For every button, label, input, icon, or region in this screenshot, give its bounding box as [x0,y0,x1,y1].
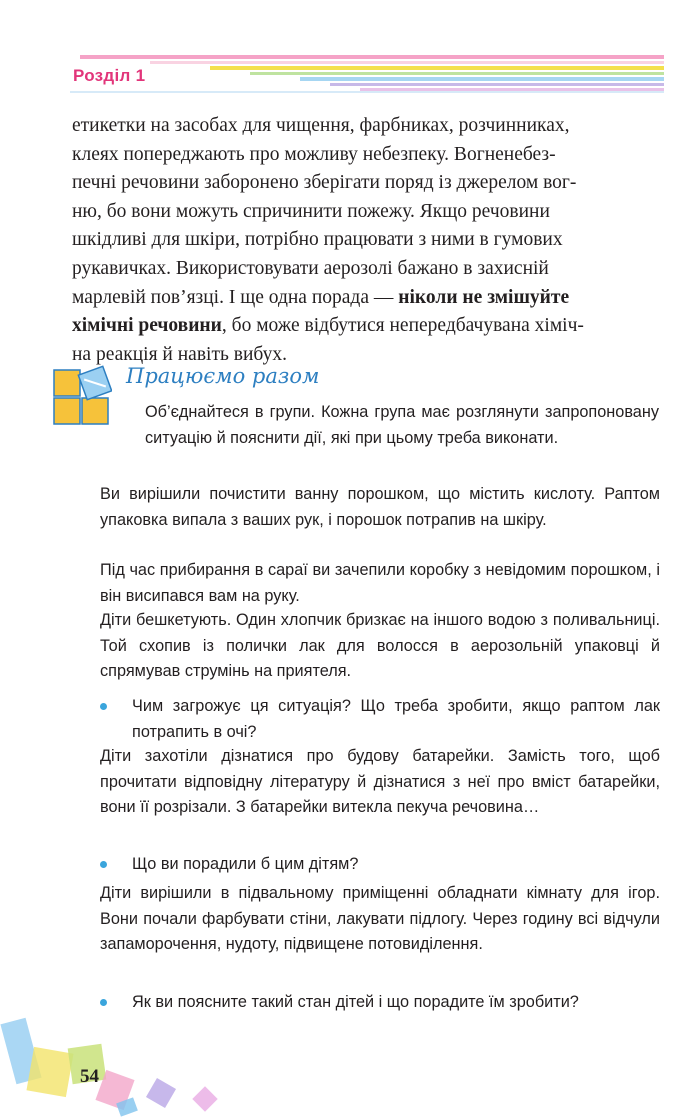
question-text: Як ви поясните такий стан дітей і що порадите їм зробити? [132,993,579,1011]
text-line: клеях попереджають про можливу небезпеку. Вогненебез- [72,143,556,165]
text-run: марлевій пов’язці. І ще одна порада — [72,286,399,308]
text-line: рукавичках. Використовувати аерозолі бажано в захисній [72,257,549,279]
text-line: на реакція й навіть вибух. [72,343,287,365]
situation-text: Діти бешкетують. Один хлопчик бризкає на іншого водою з поливальниці. Той схопив із полички лак для волосся в аерозольній упаковці й спрямував струмінь на приятеля. [100,611,660,680]
question-item [100,852,660,878]
bullet-dot-icon [100,861,107,868]
text-line: шкідливі для шкіри, потрібно працювати з ними в гумових [72,229,563,251]
text-line: печні речовини заборонено зберігати поряд із джерелом вог- [72,172,577,194]
section-label: Розділ 1 [73,66,146,85]
situation-paragraph [72,558,660,609]
situation-text: Ви вирішили почистити ванну порошком, що містить кислоту. Раптом упаковка випала з ваших рук, і порошок потрапив на шкіру. [100,485,660,529]
text-line [72,284,660,313]
body-paragraph [72,112,660,369]
text-run: , бо може відбутися непередбачувана хіміч- [221,315,584,337]
situation-paragraph [72,881,660,958]
bullet-dot-icon [100,703,107,710]
situation-paragraph [72,744,660,821]
page-number: 54 [80,1066,99,1087]
work-together-intro: Об’єднайтеся в групи. Кожна група має розглянути запропоновану ситуацію й пояснити дії, які при цьому треба виконати. [145,403,659,447]
situation-text: Діти захотіли дізнатися про будову батарейки. Замість того, щоб прочитати відповідну літературу й дізнатися з неї про вміст батарейки, вони її розрізали. З батарейки витекла пекуча речовина… [100,747,660,816]
situation-text: Діти вирішили в підвальному приміщенні обладнати кімнату для ігор. Вони почали фарбувати стіни, лакувати підлогу. Через годину всі відчули запаморочення, нудоту, підвищене потовиділення. [100,884,660,953]
emphasis-text: ніколи не змішуйте [398,286,570,308]
decorative-squares [0,990,280,1120]
situation-paragraph [72,608,660,685]
emphasis-text: хімічні речовини [72,315,222,337]
page-header [0,0,700,110]
text-line: етикетки на засобах для чищення, фарбниках, розчинниках, [72,115,570,136]
question-text: Що ви порадили б цим дітям? [132,855,359,873]
question-text: Чим загрожує ця ситуація? Що треба зробити, якщо раптом лак потрапить в очі? [132,697,660,741]
question-item [100,694,660,745]
group-work-icon [50,364,112,428]
header-stripes [0,0,700,110]
situation-text: Під час прибирання в сараї ви зачепили коробку з невідомим порошком, і він висипався вам на руку. [100,561,660,605]
situation-paragraph [72,482,660,533]
work-together-title: Працюємо разом [126,364,320,388]
text-line: ню, бо вони можуть спричинити пожежу. Якщо речовини [72,200,550,222]
text-line [72,312,660,341]
